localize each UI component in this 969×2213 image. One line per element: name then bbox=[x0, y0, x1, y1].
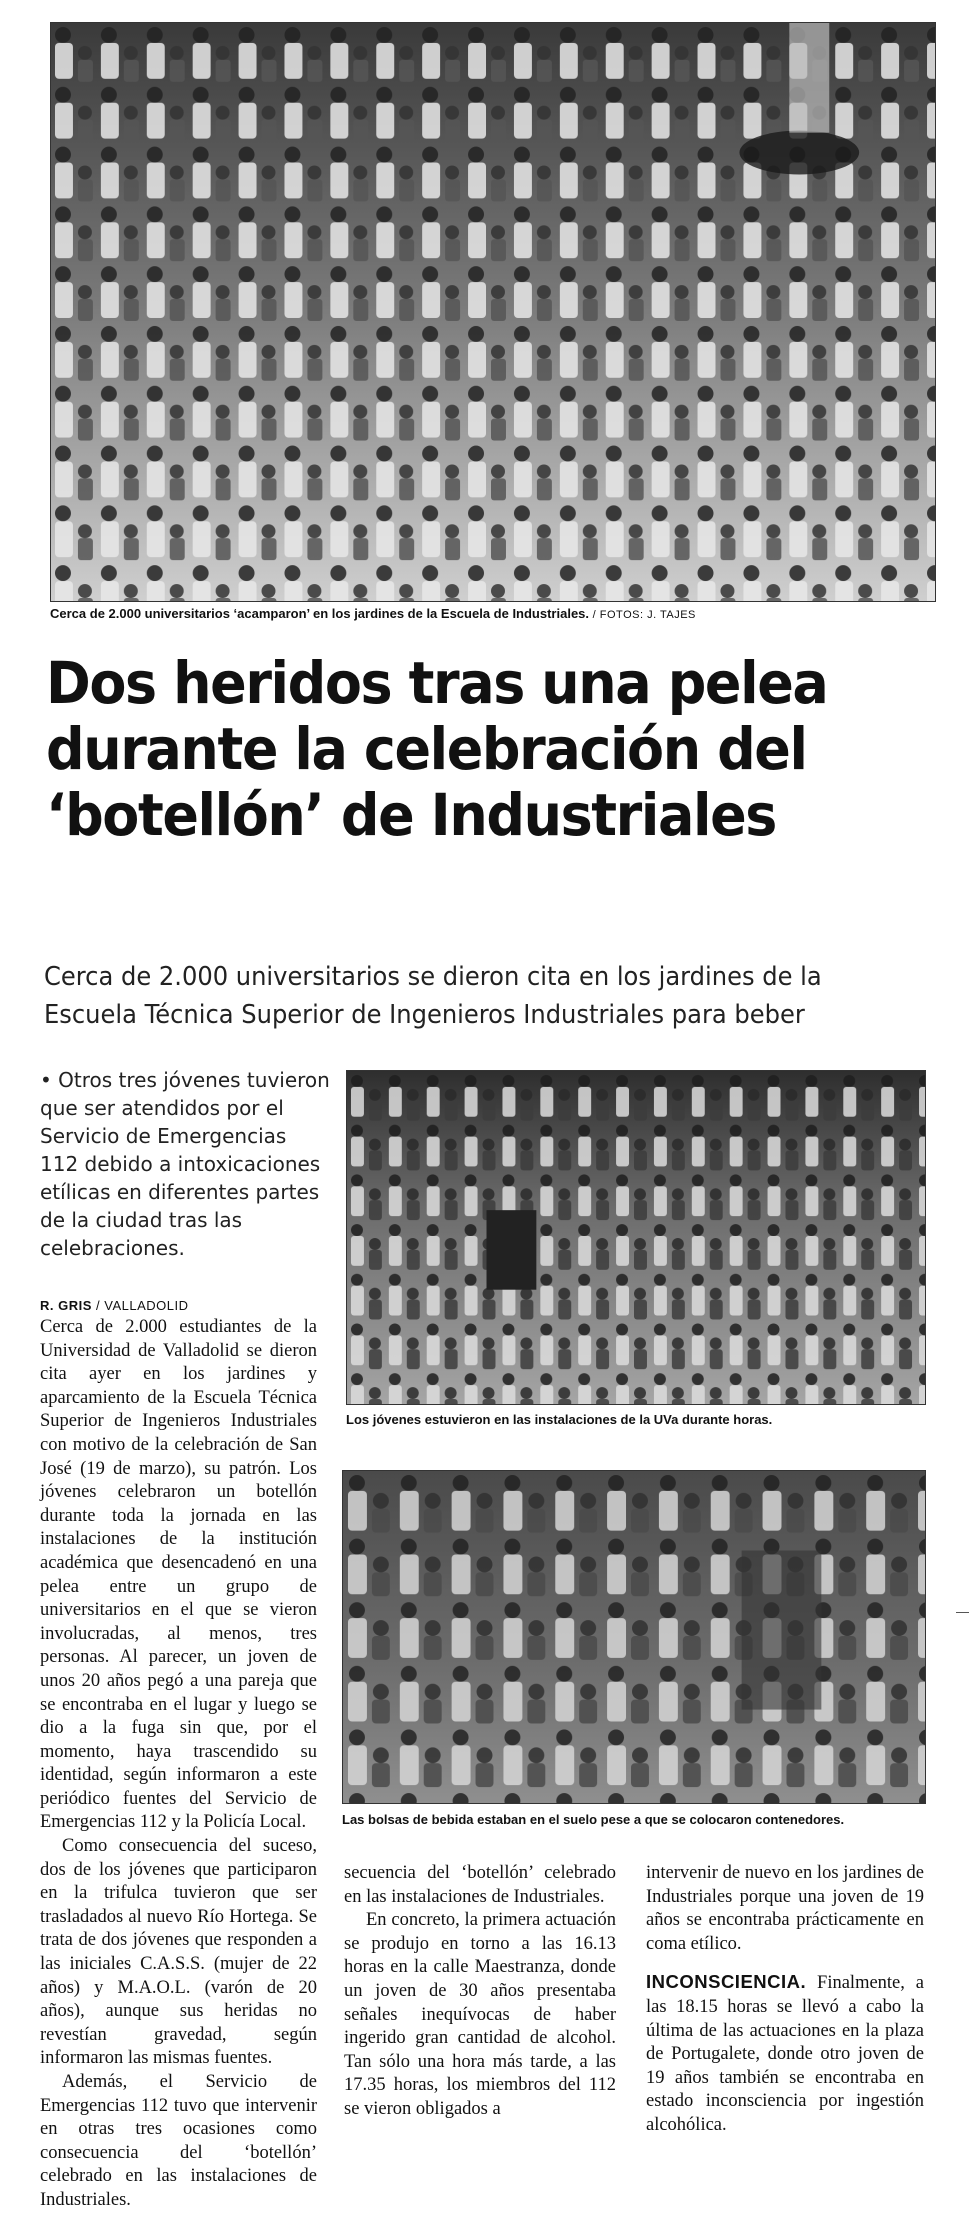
body-paragraph bbox=[40, 2071, 317, 2210]
crowd-photo-image bbox=[51, 23, 935, 601]
photo-caption-middle bbox=[346, 1412, 772, 1427]
caption-text: Las bolsas de bebida estaban en el suelo pese a que se colocaron contenedores. bbox=[342, 1812, 845, 1827]
body-paragraph-text: Finalmente, a las 18.15 horas se llevó a cabo la última de las actuaciones en la plaza de Portugalete, donde otro joven de 19 años también se encontraba en estado inconsciencia por ingestión alcohólica. bbox=[646, 1973, 924, 2135]
campus-photo-image bbox=[347, 1071, 925, 1404]
photo-students-seated bbox=[342, 1470, 926, 1804]
photo-caption-top bbox=[50, 606, 696, 621]
body-paragraph: Cerca de 2.000 estudiantes de la Universidad de Valladolid se dieron cita ayer en los jardines y aparcamiento de la Escuela Técnica Superior de Ingenieros Industriales con motivo de la celebración de San José (19 de marzo), su patrón. Los jóvenes celebraron un botellón durante toda la jornada en las instalaciones de la institución académica que desencadenó en una pelea entre un grupo de universitarios en el que se vieron involucradas, al menos, tres personas. Al parecer, un joven de unos 20 años pegó a una pareja que se encontraba en el lugar y luego se dio a la fuga sin que, por el momento, haya trascendido su identidad, según informaron a este periódico fuentes del Servicio de Emergencias 112 y la Policía Local. bbox=[40, 1317, 317, 1833]
subheadline-line: Cerca de 2.000 universitarios se dieron cita en los jardines de la bbox=[44, 962, 822, 992]
headline-line: ‘botellón’ de Industriales bbox=[46, 781, 776, 849]
body-paragraph: intervenir de nuevo en los jardines de Industriales porque una joven de 19 años se encontraba prácticamente en coma etílico. bbox=[646, 1863, 924, 1954]
body-paragraph: Como consecuencia del suceso, dos de los jóvenes que participaron en la trifulca tuvieron que ser trasladados al nuevo Río Hortega. Se trata de dos jóvenes que responden a las iniciales C.A.S.S. (mujer de 22 años) y M.A.O.L. (varón de 20 años), aunque sus heridas no revestían gravedad, según informaron las mismas fuentes. bbox=[40, 1836, 317, 2069]
body-paragraph bbox=[646, 1970, 924, 2137]
photo-crowd-gardens bbox=[50, 22, 936, 602]
photo-caption-bottom bbox=[342, 1812, 844, 1827]
article-column-3 bbox=[646, 1862, 924, 2138]
byline-place: / VALLADOLID bbox=[96, 1298, 189, 1313]
caption-text: Los jóvenes estuvieron en las instalaciones de la UVa durante horas. bbox=[346, 1412, 773, 1427]
caption-text: Cerca de 2.000 universitarios ‘acamparon’ en los jardines de la Escuela de Industriales. bbox=[50, 606, 590, 621]
body-paragraph-text: Además, el Servicio de Emergencias 112 tuvo que intervenir en otras tres ocasiones como consecuencia del ‘botellón’ celebrado en las instalaciones de Industriales. bbox=[40, 2072, 317, 2210]
subheadline bbox=[44, 958, 881, 1034]
photo-students-campus bbox=[346, 1070, 926, 1405]
headline-line: Dos heridos tras una pelea bbox=[46, 649, 828, 717]
section-lead: INCONSCIENCIA. bbox=[646, 1971, 807, 1993]
seated-photo-image bbox=[343, 1471, 925, 1803]
body-paragraph: En concreto, la primera actuación se produjo en torno a las 16.13 horas en la calle Maestranza, donde un joven de 30 años presentaba señales inequívocas de haber ingerido gran cantidad de alcohol. Tan sólo una hora más tarde, a las 17.35 horas, los miembros del 112 se vieron obligados a bbox=[344, 1910, 616, 2119]
divider bbox=[956, 1612, 969, 1613]
headline-line: durante la celebración del bbox=[46, 715, 807, 783]
byline-author: R. GRIS bbox=[40, 1298, 92, 1313]
body-paragraph: secuencia del ‘botellón’ celebrado en las instalaciones de Industriales. bbox=[344, 1863, 616, 1907]
article-column-2 bbox=[344, 1862, 616, 2122]
headline bbox=[46, 650, 883, 848]
article-column-1 bbox=[40, 1316, 317, 2210]
subheadline-line: Escuela Técnica Superior de Ingenieros Industriales para beber bbox=[44, 1000, 805, 1030]
byline bbox=[40, 1298, 189, 1313]
photo-credit: / FOTOS: J. TAJES bbox=[592, 609, 696, 621]
pull-quote: • Otros tres jóvenes tuvieron que ser atendidos por el Servicio de Emergencias 112 debido a intoxicaciones etílicas en diferentes partes de la ciudad tras las celebraciones. bbox=[40, 1068, 330, 1260]
